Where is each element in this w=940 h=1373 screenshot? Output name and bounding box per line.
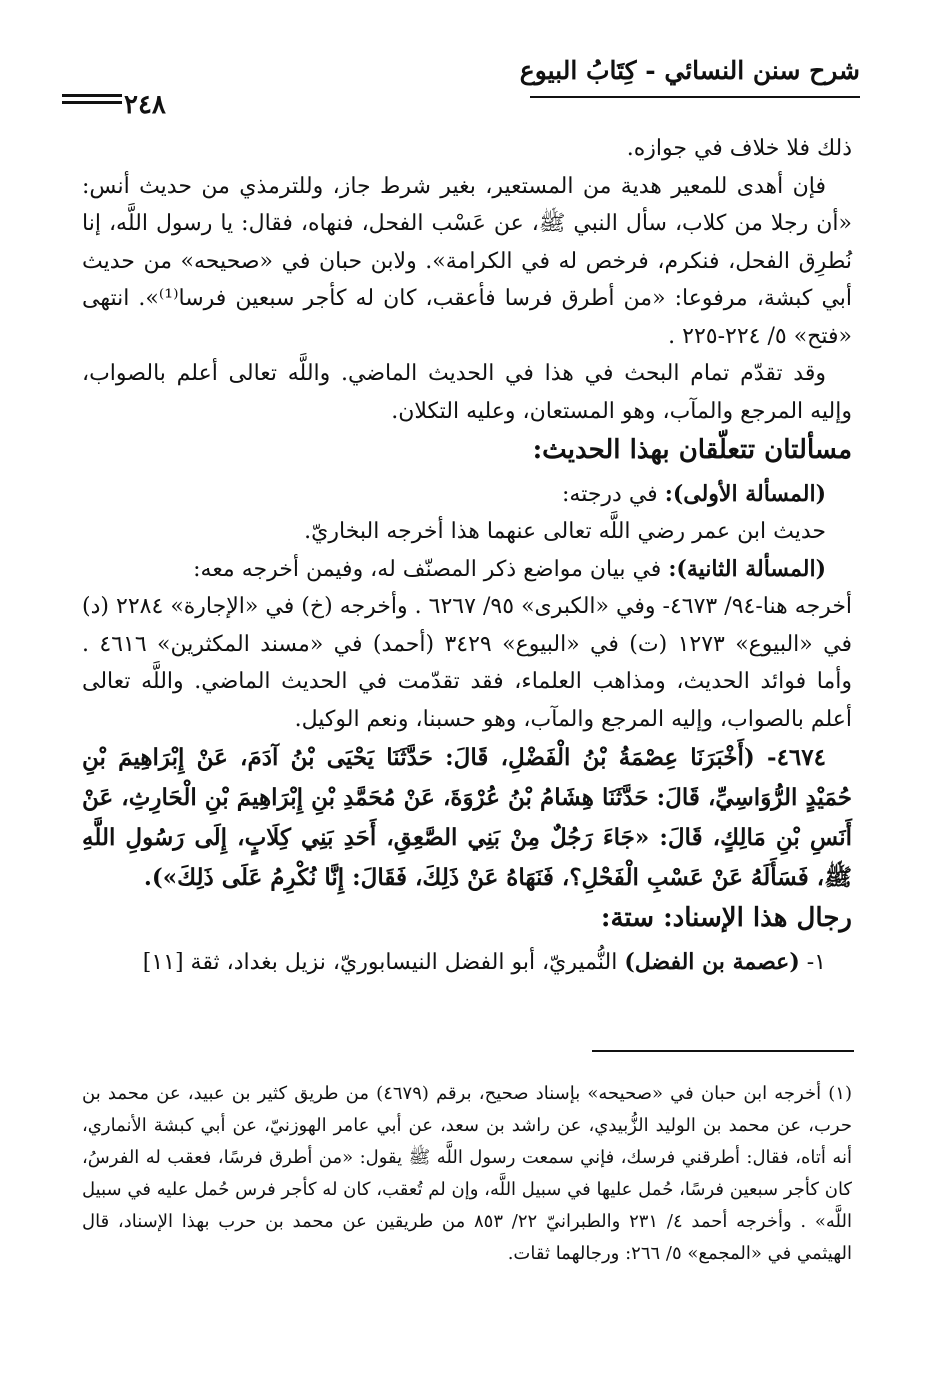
narrator-number: ١- [799, 949, 826, 975]
header-rule [530, 96, 860, 98]
running-header [70, 52, 860, 120]
page-number-rule [62, 94, 122, 108]
issue-one-label: (المسألة الأولى): [664, 480, 826, 507]
footnote-divider [592, 1050, 854, 1052]
paragraph: وقد تقدّم تمام البحث في هذا في الحديث الماضي. واللَّه تعالى أعلم بالصواب، وإليه المرجع والمآب، وهو المستعان، وعليه التكلان. [82, 361, 852, 424]
issue-two-text: في بيان مواضع ذكر المصنّف له، وفيمن أخرجه معه: [193, 556, 669, 582]
narrator-name: (عصمة بن الفضل) [624, 948, 800, 975]
narrator-entry [82, 944, 852, 982]
section-heading: رجال هذا الإسناد: ستة: [600, 903, 852, 933]
issue-two-title [82, 551, 852, 589]
paragraph: ذلك فلا خلاف في جوازه. [626, 136, 852, 161]
issue-one-title [82, 476, 852, 514]
footnote: (١) أخرجه ابن حبان في «صحيحه» بإسناد صحيح، برقم (٤٦٧٩) من طريق كثير بن عبيد، عن محمد بن حرب، عن محمد بن الوليد الزُّبيدي، عن راشد بن سعد، عن أبي عامر الهوزنيّ، عن أبي كبشة الأنماري، أنه أتاه، فقال: أطرقني فرسك، فإني سمعت رسول اللَّه ﷺ يقول: «من أطرق فرسًا، فعقب له الفرسُ، كان كأجر سبعين فرسًا، حُمل عليها في سبيل اللَّه، وإن لم تُعقب، كان له كأجر فرس حُمل عليه في سبيل اللَّه» . وأخرجه أحمد ٤/ ٢٣١ والطبرانيّ ٢٢/ ٨٥٣ من طريقين عن محمد بن حرب بهذا الإسناد، قال الهيثمي في «المجمع» ٥/ ٢٦٦: ورجالهما ثقات. [82, 1083, 853, 1264]
running-title: شرح سنن النسائي - كِتَابُ البيوع [519, 56, 860, 85]
issue-two-label: (المسألة الثانية): [668, 555, 826, 582]
main-text [82, 130, 852, 981]
section-heading: مسألتان تتعلّقان بهذا الحديث: [532, 435, 852, 465]
paragraph: أخرجه هنا-٩٤/ ٤٦٧٣- وفي «الكبرى» ٩٥/ ٦٢٦٧ . وأخرجه (خ) في «الإجارة» ٢٢٨٤ (د) في «البيوع» ١٢٧٣ (ت) في «البيوع» ٣٤٢٩ (أحمد) في «مسند المكثرين» ٤٦١٦ . وأما فوائد الحديث، ومذاهب العلماء، فقد تقدّمت في الحديث الماضي. واللَّه تعالى أعلم بالصواب، وإليه المرجع والمآب، وهو حسبنا، ونعم الوكيل. [82, 594, 853, 732]
footnotes [82, 1078, 852, 1270]
page-number: ٢٤٨ [124, 90, 166, 120]
hadith-text: ٤٦٧٤- (أَخْبَرَنَا عِصْمَةُ بْنُ الْفَضْلِ، قَالَ: حَدَّثَنَا يَحْيَى بْنُ آدَمَ، عَنْ إِبْرَاهِيمَ بْنِ حُمَيْدٍ الرُّوَاسِيِّ، قَالَ: حَدَّثَنَا هِشَامُ بْنُ عُرْوَةَ، عَنْ مُحَمَّدِ بْنِ إِبْرَاهِيمَ بْنِ الْحَارِثِ، عَنْ أَنَسِ بْنِ مَالِكٍ، قَالَ: «جَاءَ رَجُلٌ مِنْ بَنِي الصَّعِقِ، أَحَدِ بَنِي كِلَابٍ، إِلَى رَسُولِ اللَّهِ ﷺ، فَسَأَلَهُ عَنْ عَسْبِ الْفَحْلِ؟، فَنَهَاهُ عَنْ ذَلِكَ، فَقَالَ: إِنَّا نُكْرِمُ عَلَى ذَلِكَ»). [82, 744, 852, 891]
narrator-description: النُّميريّ، أبو الفضل النيسابوريّ، نزيل بغداد، ثقة [١١] [142, 949, 625, 975]
paragraph: فإن أهدى للمعير هدية من المستعير، بغير شرط جاز، وللترمذي من حديث أنس: «أن رجلا من كلاب، سأل النبي ﷺ، عن عَسْب الفحل، فنهاه، فقال: يا رسول اللَّه، إنا نُطرِق الفحل، فنكرم، فرخص له في الكرامة». ولابن حبان في «صحيحه» من حديث أبي كبشة، مرفوعا: «من أطرق فرسا فأعقب، كان له كأجر سبعين فرسا⁽¹⁾». انتهى «فتح» ٥/ ٢٢٤-٢٢٥ . [82, 173, 853, 349]
issue-one-text: في درجته: [561, 481, 665, 507]
paragraph: حديث ابن عمر رضي اللَّه تعالى عنهما هذا أخرجه البخاريّ. [304, 519, 826, 544]
